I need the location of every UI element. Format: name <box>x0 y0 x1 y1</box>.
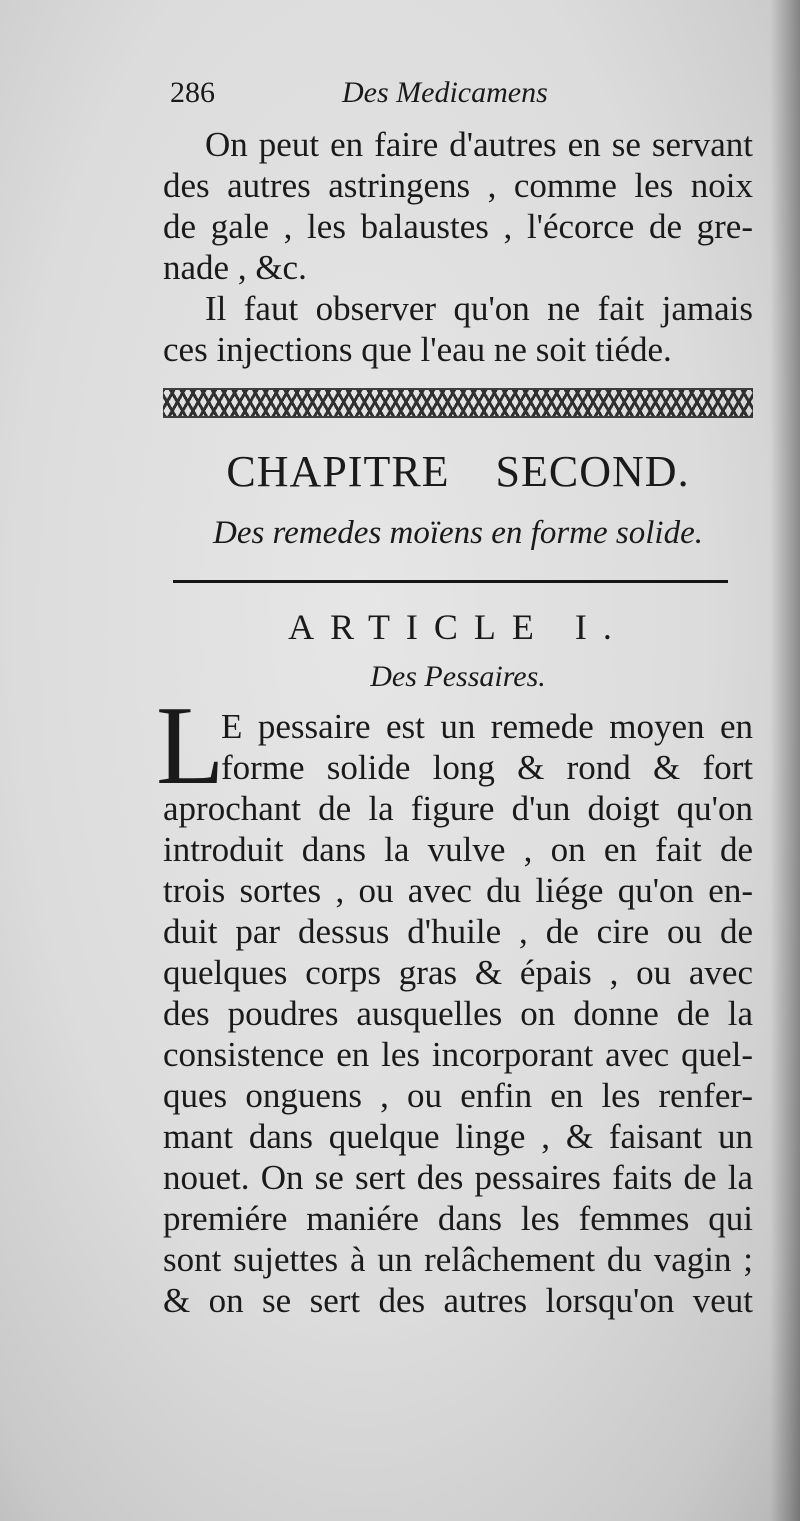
text-line: On peut en faire d'autres en se servant <box>205 125 753 164</box>
text-line: introduit dans la vulve , on en fait de <box>163 830 753 869</box>
text-line: forme solide long & rond & fort <box>221 748 753 787</box>
page-gutter-shadow <box>770 0 800 1521</box>
text-line: nade , &c. <box>163 248 307 287</box>
text-line: quelques corps gras & épais , ou avec <box>163 953 753 992</box>
drop-cap: L <box>156 684 225 808</box>
text-line: E pessaire est un remede moyen en <box>221 707 753 746</box>
text-line: sont sujettes à un relâchement du vagin ; <box>163 1240 753 1279</box>
text-line: nouet. On se sert des pessaires faits de la <box>163 1158 753 1197</box>
text-line: & on se sert des autres lorsqu'on veut <box>163 1281 753 1320</box>
text-line: des poudres ausquelles on donne de la <box>163 994 753 1033</box>
text-line: aprochant de la figure d'un doigt qu'on <box>163 789 753 828</box>
ornamental-band <box>163 388 753 418</box>
intro-paragraphs <box>163 124 753 370</box>
text-line: duit par dessus d'huile , de cire ou de <box>163 912 753 951</box>
text-line: trois sortes , ou avec du liége qu'on en- <box>163 871 753 910</box>
article-title: ARTICLE I. <box>288 607 628 647</box>
text-line: ces injections que l'eau ne soit tiéde. <box>163 330 672 369</box>
text-line: ques onguens , ou enfin en les renfer- <box>163 1076 753 1115</box>
text-line: Il faut observer qu'on ne fait jamais <box>205 289 753 328</box>
page-number: 286 <box>170 76 215 109</box>
text-line: des autres astringens , comme les noix <box>163 166 753 205</box>
chapter-title: CHAPITRE SECOND. <box>226 447 690 496</box>
page-header <box>170 72 770 122</box>
text-line: premiére maniére dans les femmes qui <box>163 1199 753 1238</box>
chapter-subtitle: Des remedes moïens en forme solide. <box>212 515 703 551</box>
text-line: consistence en les incorporant avec quel- <box>163 1035 753 1074</box>
body-paragraph <box>163 706 753 1321</box>
text-line: mant dans quelque linge , & faisant un <box>163 1117 753 1156</box>
article-subtitle: Des Pessaires. <box>370 660 546 693</box>
text-line: de gale , les balaustes , l'écorce de gre- <box>163 207 753 246</box>
running-head: Des Medicamens <box>342 76 548 109</box>
horizontal-rule <box>173 580 728 583</box>
